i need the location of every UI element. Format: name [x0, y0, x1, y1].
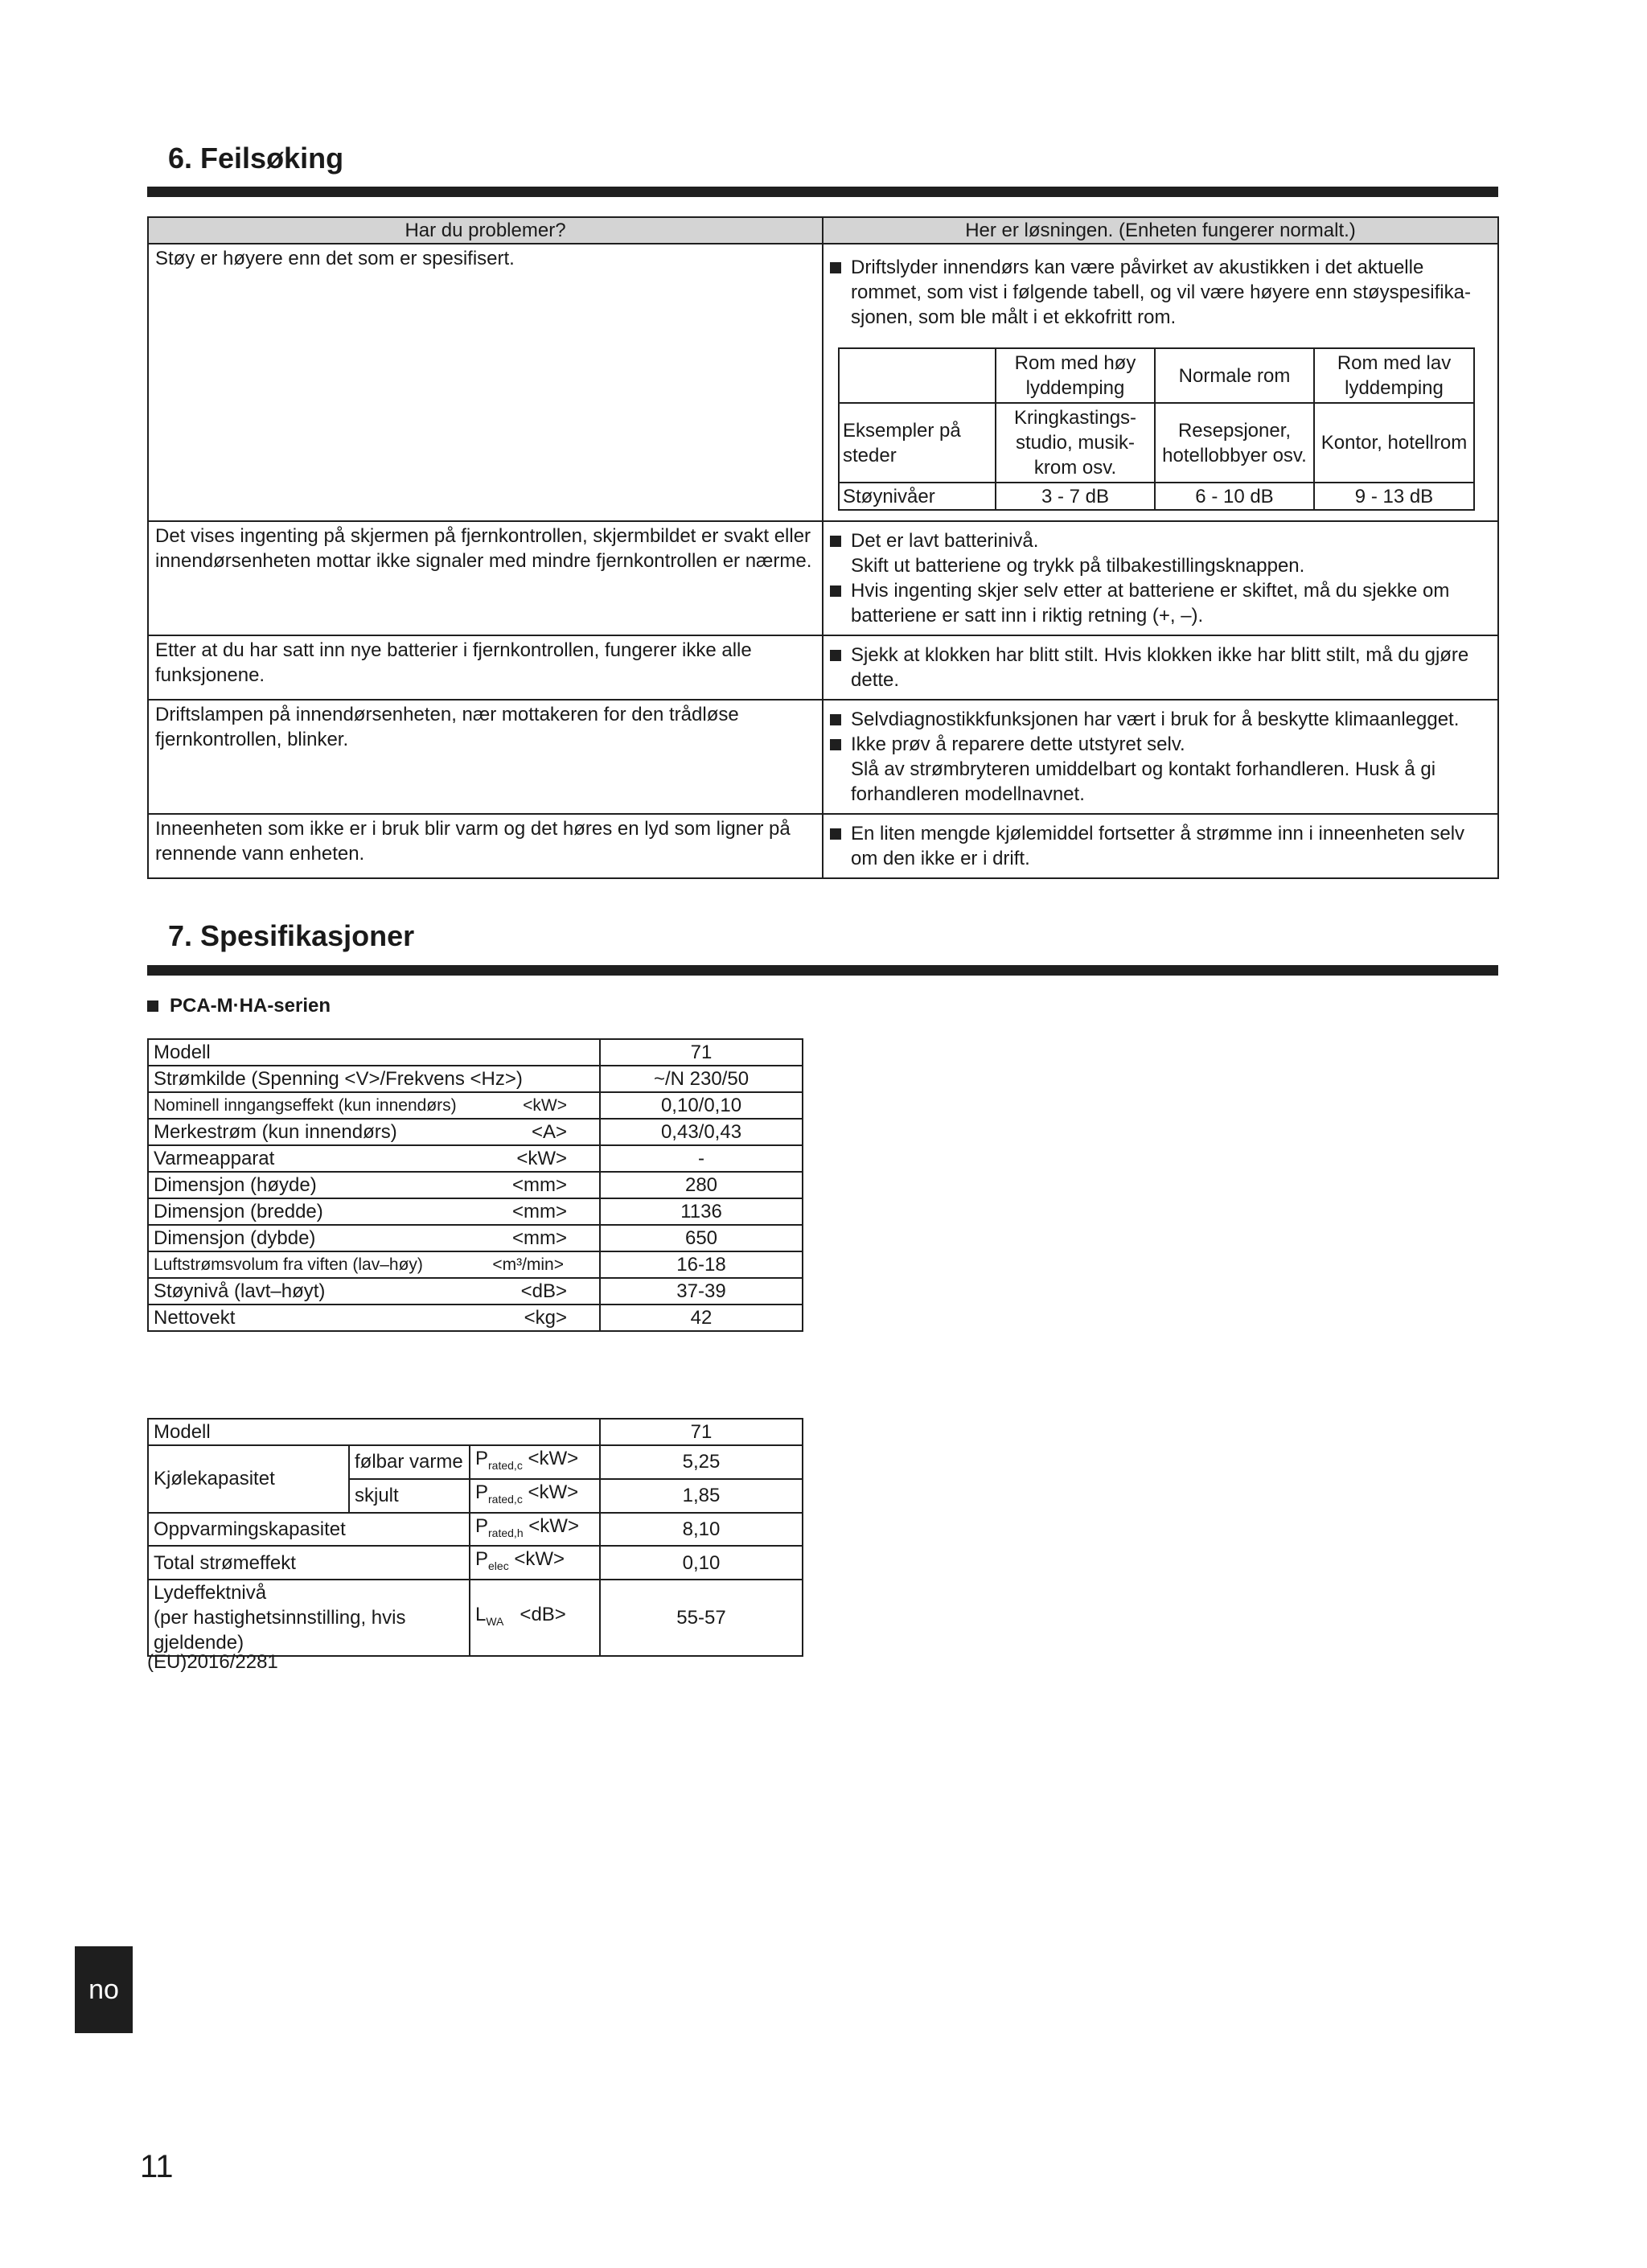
latent-heat-label: skjult — [349, 1479, 470, 1513]
problem-column-header: Har du problemer? — [148, 217, 823, 244]
spec-label: Modell — [148, 1039, 600, 1066]
table-row — [148, 244, 1498, 521]
solution-bullet — [830, 707, 1493, 732]
sensible-heat-value: 5,25 — [600, 1445, 803, 1479]
heating-capacity-label: Oppvarmingskapasitet — [148, 1513, 470, 1547]
solution-text: Sjekk at klokken har blitt stilt. Hvis klokken ikke har blitt stilt, må du gjøre dette. — [851, 644, 1469, 691]
unit: <kW> — [528, 1481, 579, 1503]
symbol: L — [475, 1603, 487, 1625]
solution-text: Hvis ingenting skjer selv etter at batteriene er skiftet, må du sjekke om batteriene er satt inn i riktig retning (+, –). — [851, 580, 1450, 627]
language-tab — [75, 1946, 133, 2033]
heating-symbol-cell — [470, 1513, 600, 1547]
spec-label: Merkestrøm (kun innendørs) — [154, 1121, 397, 1143]
symbol-subscript: rated,h — [488, 1526, 524, 1539]
noise-level-table — [838, 347, 1475, 511]
solution-bullet — [830, 255, 1493, 330]
spec-label: Strømkilde (Spenning <V>/Frekvens <Hz>) — [148, 1066, 600, 1092]
solution-text: Ikke prøv å reparere dette utstyret selv. Slå av strømbryteren umiddelbart og kontakt forhandleren. Husk å gi forhandleren modellnavnet. — [851, 733, 1436, 805]
spec-value: - — [600, 1145, 803, 1172]
page-number: 11 — [140, 2149, 174, 2184]
solution-text: En liten mengde kjølemiddel fortsetter å strømme inn i inneenheten selv om den ikke er i drift. — [851, 823, 1465, 869]
solution-text: Driftslyder innendørs kan være påvirket av akustikken i det aktuelle rommet, som vist i følgende tabell, og vil være høyere enn støyspesifika-sjonen, som ble målt i et ekkofritt rom. — [851, 257, 1471, 328]
spec-value: 37-39 — [600, 1278, 803, 1305]
spec-label: Dimensjon (høyde) — [154, 1174, 317, 1196]
section-6-title: 6. Feilsøking — [168, 142, 344, 175]
table-row — [148, 1546, 803, 1580]
spec-label: Nominell inngangseffekt (kun innendørs) — [154, 1096, 457, 1115]
solution-cell — [823, 521, 1498, 635]
symbol-subscript: rated,c — [488, 1458, 523, 1472]
level-high-damping: 3 - 7 dB — [996, 483, 1155, 510]
total-power-value: 0,10 — [600, 1546, 803, 1580]
solution-cell — [823, 814, 1498, 878]
bullet-square-icon — [830, 650, 841, 661]
example-low-damping: Kontor, hotellrom — [1314, 403, 1474, 483]
unit: <kW> — [528, 1448, 579, 1469]
table-row — [148, 1198, 803, 1225]
table-row — [148, 700, 1498, 814]
spec-label-cell — [148, 1251, 600, 1278]
spec-unit: <kW> — [516, 1148, 567, 1169]
spec-value: 650 — [600, 1225, 803, 1251]
sound-power-label: Lydeffektnivå (per hastighetsinnstilling, hvis gjeldende) — [148, 1580, 470, 1656]
bullet-square-icon — [830, 536, 841, 547]
table-row — [148, 1513, 803, 1547]
spec-value: ~/N 230/50 — [600, 1066, 803, 1092]
spec-unit: <mm> — [511, 1201, 567, 1222]
bullet-square-icon — [830, 262, 841, 273]
sensible-symbol-cell — [470, 1445, 600, 1479]
capacity-model-value: 71 — [600, 1419, 803, 1445]
spec-label: Dimensjon (dybde) — [154, 1227, 316, 1249]
solution-bullet — [830, 578, 1493, 628]
table-row — [148, 521, 1498, 635]
spec-value: 280 — [600, 1172, 803, 1198]
spec-unit: <mm> — [511, 1227, 567, 1249]
spec-label-cell — [148, 1092, 600, 1119]
spec-unit: <dB> — [520, 1280, 567, 1302]
table-row — [148, 635, 1498, 700]
problem-cell: Etter at du har satt inn nye batterier i fjernkontrollen, fungerer ikke alle funksjonene. — [148, 635, 823, 700]
symbol-subscript: rated,c — [488, 1492, 523, 1506]
section-7-title: 7. Spesifikasjoner — [168, 919, 415, 952]
unit: <dB> — [520, 1603, 566, 1625]
table-row — [148, 1419, 803, 1445]
spec-table-general — [147, 1038, 803, 1332]
table-row — [148, 1278, 803, 1305]
bullet-square-icon — [830, 714, 841, 725]
noise-header-high-damping: Rom med høy lyddemping — [996, 348, 1155, 403]
table-row — [148, 1119, 803, 1145]
noise-table-empty-cell — [839, 348, 996, 403]
solution-cell — [823, 244, 1498, 521]
spec-label-cell — [148, 1278, 600, 1305]
symbol: P — [475, 1481, 489, 1503]
regulation-reference: (EU)2016/2281 — [147, 1651, 278, 1673]
bullet-square-icon — [147, 1000, 158, 1012]
solution-cell — [823, 700, 1498, 814]
series-heading — [147, 995, 331, 1017]
bullet-square-icon — [830, 739, 841, 750]
table-row — [148, 1092, 803, 1119]
table-row — [148, 1580, 803, 1656]
spec-value: 16-18 — [600, 1251, 803, 1278]
bullet-square-icon — [830, 828, 841, 840]
spec-label-cell — [148, 1225, 600, 1251]
table-row — [148, 1145, 803, 1172]
spec-value: 0,43/0,43 — [600, 1119, 803, 1145]
series-name: PCA-M·HA-serien — [170, 995, 331, 1017]
spec-unit: <kW> — [523, 1096, 567, 1115]
symbol: P — [475, 1448, 489, 1469]
sound-power-value: 55-57 — [600, 1580, 803, 1656]
table-row — [148, 1445, 803, 1479]
language-code: no — [88, 1974, 119, 2005]
solution-text: Det er lavt batterinivå. Skift ut batteriene og trykk på tilbakestillingsknappen. — [851, 530, 1305, 577]
solution-bullet — [830, 643, 1493, 692]
table-row — [148, 1039, 803, 1066]
symbol-subscript: elec — [488, 1559, 509, 1573]
solution-bullet — [830, 821, 1493, 871]
spec-unit: <m³/min> — [492, 1255, 564, 1274]
table-row — [148, 1066, 803, 1092]
spec-unit: <A> — [531, 1121, 567, 1143]
spec-label: Luftstrømsvolum fra viften (lav–høy) — [154, 1255, 423, 1274]
solution-bullet — [830, 732, 1493, 807]
solution-column-header: Her er løsningen. (Enheten fungerer normalt.) — [823, 217, 1498, 244]
latent-symbol-cell — [470, 1479, 600, 1513]
table-row — [148, 1305, 803, 1331]
problem-cell: Det vises ingenting på skjermen på fjernkontrollen, skjermbildet er svakt eller innendørsenheten mottar ikke signaler med mindre fjernkontrollen er nærme. — [148, 521, 823, 635]
unit: <kW> — [514, 1548, 565, 1571]
cooling-capacity-label: Kjølekapasitet — [148, 1445, 349, 1513]
example-high-damping: Kringkastings-studio, musik-krom osv. — [996, 403, 1155, 483]
bullet-square-icon — [830, 585, 841, 597]
spec-unit: <kg> — [524, 1307, 567, 1329]
spec-table-capacity — [147, 1418, 803, 1657]
spec-value: 71 — [600, 1039, 803, 1066]
spec-label-cell — [148, 1145, 600, 1172]
sound-power-symbol-cell — [470, 1580, 600, 1656]
section-7-rule — [147, 965, 1498, 976]
levels-label: Støynivåer — [839, 483, 996, 510]
examples-label: Eksempler på steder — [839, 403, 996, 483]
example-normal: Resepsjoner, hotellobbyer osv. — [1155, 403, 1314, 483]
symbol: P — [475, 1548, 489, 1571]
noise-header-low-damping: Rom med lav lyddemping — [1314, 348, 1474, 403]
section-6-rule — [147, 187, 1498, 197]
spec-value: 42 — [600, 1305, 803, 1331]
spec-label: Dimensjon (bredde) — [154, 1201, 323, 1222]
table-row — [148, 1172, 803, 1198]
total-power-label: Total strømeffekt — [148, 1546, 470, 1580]
solution-text: Selvdiagnostikkfunksjonen har vært i bruk for å beskytte klimaanlegget. — [851, 709, 1460, 730]
solution-bullet — [830, 528, 1493, 578]
unit: <kW> — [528, 1514, 579, 1537]
table-row — [148, 1225, 803, 1251]
troubleshooting-table — [147, 216, 1499, 879]
problem-cell: Driftslampen på innendørsenheten, nær mottakeren for den trådløse fjernkontrollen, blinker. — [148, 700, 823, 814]
spec-label-cell — [148, 1305, 600, 1331]
symbol-subscript: WA — [486, 1614, 504, 1628]
latent-heat-value: 1,85 — [600, 1479, 803, 1513]
troubleshooting-header-row — [148, 217, 1498, 244]
problem-cell: Inneenheten som ikke er i bruk blir varm og det høres en lyd som ligner på rennende vann enheten. — [148, 814, 823, 878]
sensible-heat-label: følbar varme — [349, 1445, 470, 1479]
problem-cell: Støy er høyere enn det som er spesifisert. — [148, 244, 823, 521]
spec-label: Støynivå (lavt–høyt) — [154, 1280, 326, 1302]
noise-header-normal: Normale rom — [1155, 348, 1314, 403]
level-normal: 6 - 10 dB — [1155, 483, 1314, 510]
heating-capacity-value: 8,10 — [600, 1513, 803, 1547]
solution-cell — [823, 635, 1498, 700]
table-row — [148, 1251, 803, 1278]
symbol: P — [475, 1514, 489, 1537]
spec-label-cell — [148, 1172, 600, 1198]
spec-label: Varmeapparat — [154, 1148, 275, 1169]
spec-label: Nettovekt — [154, 1307, 236, 1329]
total-power-symbol-cell — [470, 1546, 600, 1580]
spec-label-cell — [148, 1198, 600, 1225]
spec-label-cell — [148, 1119, 600, 1145]
spec-unit: <mm> — [511, 1174, 567, 1196]
spec-value: 0,10/0,10 — [600, 1092, 803, 1119]
table-row — [148, 814, 1498, 878]
level-low-damping: 9 - 13 dB — [1314, 483, 1474, 510]
spec-value: 1136 — [600, 1198, 803, 1225]
capacity-model-label: Modell — [148, 1419, 600, 1445]
